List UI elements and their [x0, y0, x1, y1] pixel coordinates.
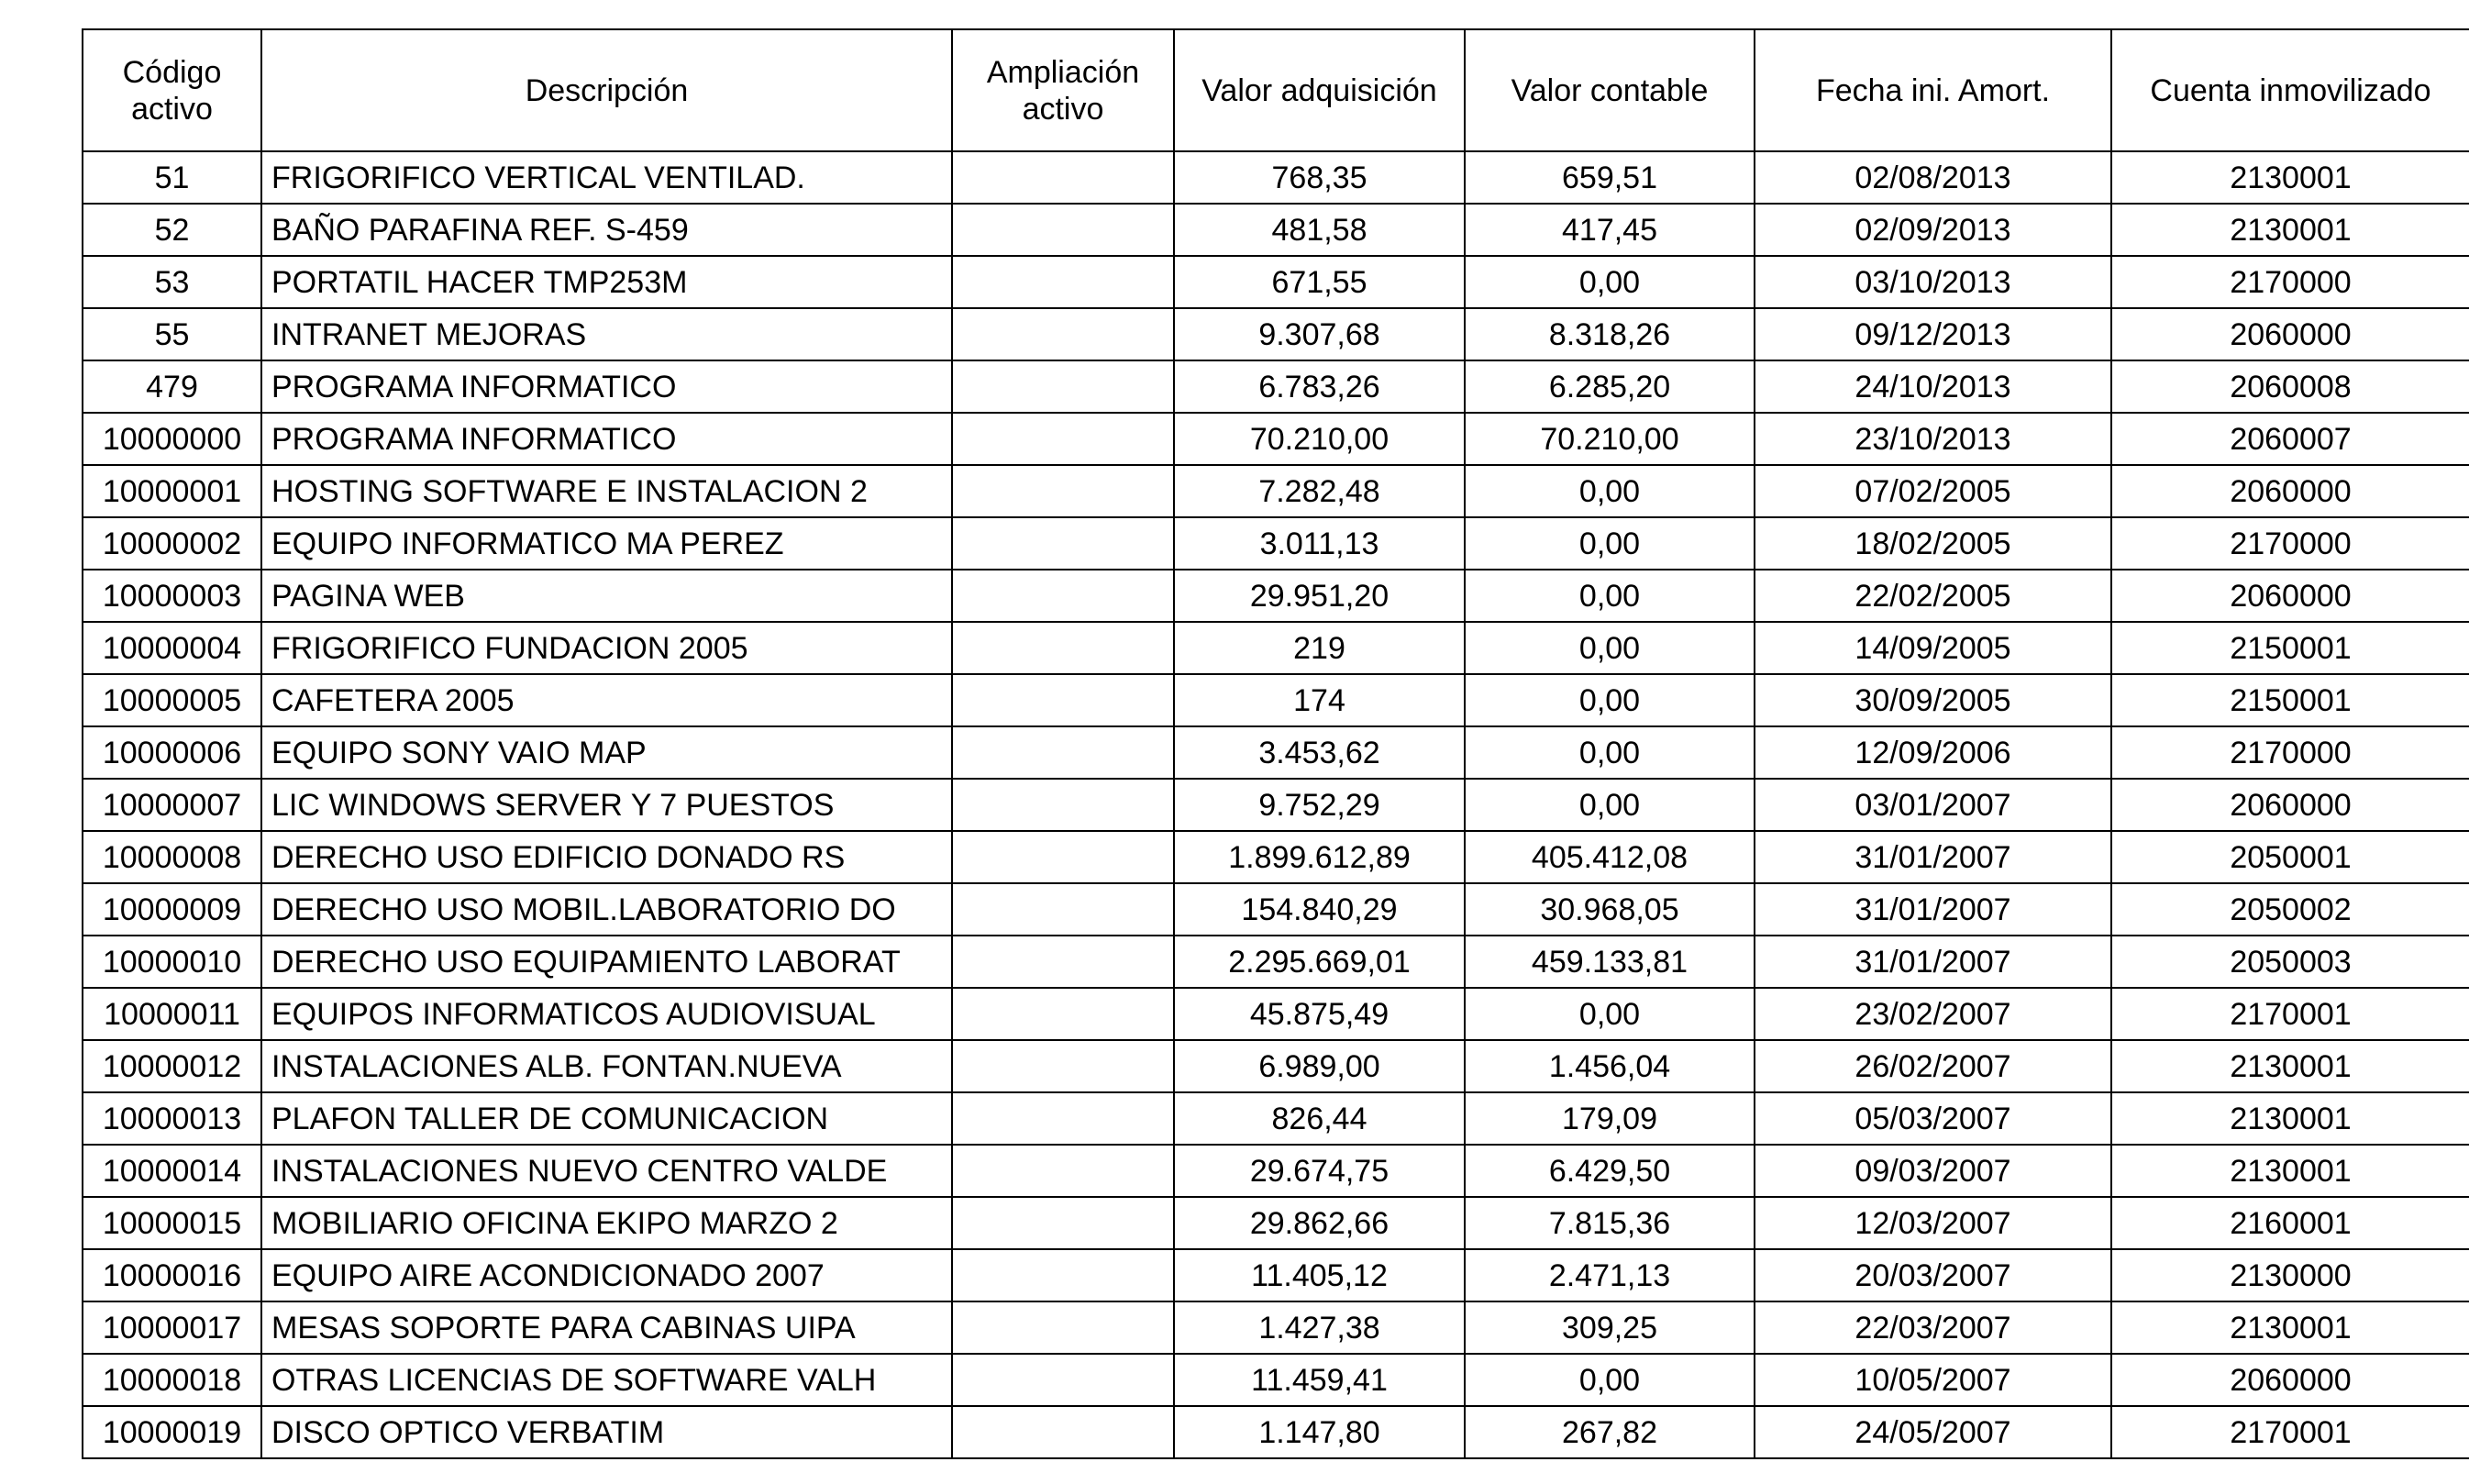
cell-cuenta-inmovilizado: 2170001 [2111, 988, 2469, 1040]
cell-fecha-ini-amort: 02/09/2013 [1755, 204, 2111, 256]
table-row [83, 413, 2469, 465]
cell-valor-adquisicion: 671,55 [1174, 256, 1465, 308]
cell-descripcion: PROGRAMA INFORMATICO [261, 360, 952, 413]
table-row [83, 360, 2469, 413]
cell-ampliacion-activo [952, 570, 1174, 622]
cell-valor-contable: 179,09 [1465, 1092, 1755, 1145]
cell-cuenta-inmovilizado: 2060000 [2111, 465, 2469, 517]
cell-ampliacion-activo [952, 883, 1174, 936]
cell-valor-contable: 405.412,08 [1465, 831, 1755, 883]
table-row [83, 517, 2469, 570]
cell-cuenta-inmovilizado: 2150001 [2111, 674, 2469, 726]
cell-codigo-activo: 10000000 [83, 413, 261, 465]
cell-ampliacion-activo [952, 151, 1174, 204]
cell-ampliacion-activo [952, 1354, 1174, 1406]
cell-descripcion: INSTALACIONES ALB. FONTAN.NUEVA [261, 1040, 952, 1092]
cell-valor-contable: 70.210,00 [1465, 413, 1755, 465]
table-row [83, 726, 2469, 779]
cell-codigo-activo: 10000010 [83, 936, 261, 988]
table-row [83, 308, 2469, 360]
cell-codigo-activo: 10000004 [83, 622, 261, 674]
cell-descripcion: EQUIPO SONY VAIO MAP [261, 726, 952, 779]
cell-fecha-ini-amort: 03/10/2013 [1755, 256, 2111, 308]
cell-fecha-ini-amort: 26/02/2007 [1755, 1040, 2111, 1092]
cell-valor-contable: 30.968,05 [1465, 883, 1755, 936]
cell-valor-adquisicion: 29.862,66 [1174, 1197, 1465, 1249]
cell-valor-adquisicion: 70.210,00 [1174, 413, 1465, 465]
table-row [83, 465, 2469, 517]
cell-descripcion: PORTATIL HACER TMP253M [261, 256, 952, 308]
header-label: activo [1022, 91, 1104, 127]
cell-fecha-ini-amort: 03/01/2007 [1755, 779, 2111, 831]
table-row [83, 1197, 2469, 1249]
cell-valor-contable: 0,00 [1465, 256, 1755, 308]
cell-codigo-activo: 10000019 [83, 1406, 261, 1458]
header-label: Descripción [525, 72, 689, 108]
column-header-valor-contable [1465, 29, 1755, 151]
cell-cuenta-inmovilizado: 2130001 [2111, 1040, 2469, 1092]
cell-descripcion: EQUIPO INFORMATICO MA PEREZ [261, 517, 952, 570]
cell-ampliacion-activo [952, 1040, 1174, 1092]
table-row [83, 204, 2469, 256]
column-header-codigo-activo [83, 29, 261, 151]
cell-codigo-activo: 10000007 [83, 779, 261, 831]
cell-fecha-ini-amort: 24/05/2007 [1755, 1406, 2111, 1458]
cell-valor-contable: 8.318,26 [1465, 308, 1755, 360]
cell-codigo-activo: 10000008 [83, 831, 261, 883]
cell-descripcion: DERECHO USO EDIFICIO DONADO RS [261, 831, 952, 883]
cell-fecha-ini-amort: 10/05/2007 [1755, 1354, 2111, 1406]
cell-descripcion: LIC WINDOWS SERVER Y 7 PUESTOS [261, 779, 952, 831]
cell-fecha-ini-amort: 22/02/2005 [1755, 570, 2111, 622]
cell-fecha-ini-amort: 22/03/2007 [1755, 1301, 2111, 1354]
cell-valor-contable: 0,00 [1465, 988, 1755, 1040]
cell-descripcion: INSTALACIONES NUEVO CENTRO VALDE [261, 1145, 952, 1197]
cell-codigo-activo: 55 [83, 308, 261, 360]
cell-valor-adquisicion: 154.840,29 [1174, 883, 1465, 936]
cell-fecha-ini-amort: 23/10/2013 [1755, 413, 2111, 465]
table-row [83, 570, 2469, 622]
cell-cuenta-inmovilizado: 2130001 [2111, 1301, 2469, 1354]
table-row [83, 988, 2469, 1040]
cell-descripcion: EQUIPOS INFORMATICOS AUDIOVISUAL [261, 988, 952, 1040]
cell-ampliacion-activo [952, 413, 1174, 465]
cell-valor-contable: 6.429,50 [1465, 1145, 1755, 1197]
cell-valor-adquisicion: 6.783,26 [1174, 360, 1465, 413]
cell-cuenta-inmovilizado: 2060000 [2111, 1354, 2469, 1406]
table-row [83, 151, 2469, 204]
cell-fecha-ini-amort: 12/09/2006 [1755, 726, 2111, 779]
cell-valor-contable: 309,25 [1465, 1301, 1755, 1354]
cell-codigo-activo: 51 [83, 151, 261, 204]
table-row [83, 936, 2469, 988]
cell-ampliacion-activo [952, 360, 1174, 413]
cell-valor-adquisicion: 174 [1174, 674, 1465, 726]
cell-codigo-activo: 10000001 [83, 465, 261, 517]
cell-cuenta-inmovilizado: 2130001 [2111, 1092, 2469, 1145]
cell-cuenta-inmovilizado: 2130000 [2111, 1249, 2469, 1301]
cell-ampliacion-activo [952, 674, 1174, 726]
table-row [83, 1406, 2469, 1458]
cell-valor-contable: 417,45 [1465, 204, 1755, 256]
table-row [83, 674, 2469, 726]
column-header-ampliacion-activo [952, 29, 1174, 151]
cell-valor-adquisicion: 45.875,49 [1174, 988, 1465, 1040]
cell-cuenta-inmovilizado: 2130001 [2111, 204, 2469, 256]
cell-valor-adquisicion: 3.011,13 [1174, 517, 1465, 570]
cell-fecha-ini-amort: 09/12/2013 [1755, 308, 2111, 360]
cell-valor-adquisicion: 1.147,80 [1174, 1406, 1465, 1458]
table-row [83, 1092, 2469, 1145]
column-header-valor-adquisicion [1174, 29, 1465, 151]
cell-cuenta-inmovilizado: 2060000 [2111, 779, 2469, 831]
cell-fecha-ini-amort: 02/08/2013 [1755, 151, 2111, 204]
cell-codigo-activo: 10000015 [83, 1197, 261, 1249]
cell-descripcion: PROGRAMA INFORMATICO [261, 413, 952, 465]
cell-descripcion: PLAFON TALLER DE COMUNICACION [261, 1092, 952, 1145]
cell-valor-contable: 0,00 [1465, 570, 1755, 622]
header-label: Valor contable [1511, 72, 1709, 108]
cell-codigo-activo: 10000005 [83, 674, 261, 726]
header-label: activo [131, 91, 213, 127]
cell-cuenta-inmovilizado: 2060008 [2111, 360, 2469, 413]
asset-register-table [82, 28, 2469, 1459]
cell-ampliacion-activo [952, 517, 1174, 570]
cell-fecha-ini-amort: 07/02/2005 [1755, 465, 2111, 517]
cell-valor-contable: 6.285,20 [1465, 360, 1755, 413]
cell-descripcion: DISCO OPTICO VERBATIM [261, 1406, 952, 1458]
cell-valor-contable: 2.471,13 [1465, 1249, 1755, 1301]
column-header-cuenta-inmovilizado [2111, 29, 2469, 151]
table-row [83, 883, 2469, 936]
cell-ampliacion-activo [952, 988, 1174, 1040]
cell-ampliacion-activo [952, 936, 1174, 988]
table-row [83, 779, 2469, 831]
cell-valor-adquisicion: 2.295.669,01 [1174, 936, 1465, 988]
cell-cuenta-inmovilizado: 2130001 [2111, 1145, 2469, 1197]
cell-codigo-activo: 10000014 [83, 1145, 261, 1197]
header-label: Cuenta inmovilizado [2150, 72, 2431, 108]
table-row [83, 1301, 2469, 1354]
cell-valor-adquisicion: 11.405,12 [1174, 1249, 1465, 1301]
cell-valor-adquisicion: 29.951,20 [1174, 570, 1465, 622]
header-label: Ampliación [986, 54, 1140, 90]
cell-valor-adquisicion: 1.427,38 [1174, 1301, 1465, 1354]
table-header-row [83, 29, 2469, 151]
cell-valor-contable: 0,00 [1465, 779, 1755, 831]
cell-codigo-activo: 10000006 [83, 726, 261, 779]
table-row [83, 256, 2469, 308]
cell-valor-contable: 459.133,81 [1465, 936, 1755, 988]
table-body [83, 151, 2469, 1458]
cell-cuenta-inmovilizado: 2050003 [2111, 936, 2469, 988]
cell-valor-adquisicion: 3.453,62 [1174, 726, 1465, 779]
cell-fecha-ini-amort: 24/10/2013 [1755, 360, 2111, 413]
cell-valor-adquisicion: 9.752,29 [1174, 779, 1465, 831]
cell-ampliacion-activo [952, 831, 1174, 883]
cell-descripcion: INTRANET MEJORAS [261, 308, 952, 360]
cell-ampliacion-activo [952, 1197, 1174, 1249]
column-header-fecha-ini-amort [1755, 29, 2111, 151]
cell-valor-adquisicion: 768,35 [1174, 151, 1465, 204]
cell-ampliacion-activo [952, 726, 1174, 779]
cell-fecha-ini-amort: 30/09/2005 [1755, 674, 2111, 726]
cell-valor-contable: 0,00 [1465, 726, 1755, 779]
table-row [83, 1354, 2469, 1406]
cell-valor-adquisicion: 219 [1174, 622, 1465, 674]
cell-descripcion: OTRAS LICENCIAS DE SOFTWARE VALH [261, 1354, 952, 1406]
cell-valor-adquisicion: 9.307,68 [1174, 308, 1465, 360]
cell-cuenta-inmovilizado: 2060007 [2111, 413, 2469, 465]
cell-valor-adquisicion: 11.459,41 [1174, 1354, 1465, 1406]
cell-fecha-ini-amort: 20/03/2007 [1755, 1249, 2111, 1301]
cell-valor-contable: 0,00 [1465, 1354, 1755, 1406]
cell-codigo-activo: 53 [83, 256, 261, 308]
cell-codigo-activo: 10000018 [83, 1354, 261, 1406]
table-row [83, 831, 2469, 883]
cell-descripcion: HOSTING SOFTWARE E INSTALACION 2 [261, 465, 952, 517]
cell-descripcion: EQUIPO AIRE ACONDICIONADO 2007 [261, 1249, 952, 1301]
cell-codigo-activo: 10000009 [83, 883, 261, 936]
cell-ampliacion-activo [952, 1406, 1174, 1458]
cell-codigo-activo: 10000016 [83, 1249, 261, 1301]
cell-cuenta-inmovilizado: 2130001 [2111, 151, 2469, 204]
cell-codigo-activo: 10000011 [83, 988, 261, 1040]
cell-fecha-ini-amort: 09/03/2007 [1755, 1145, 2111, 1197]
cell-valor-adquisicion: 1.899.612,89 [1174, 831, 1465, 883]
column-header-descripcion [261, 29, 952, 151]
cell-ampliacion-activo [952, 622, 1174, 674]
cell-fecha-ini-amort: 23/02/2007 [1755, 988, 2111, 1040]
cell-fecha-ini-amort: 31/01/2007 [1755, 883, 2111, 936]
cell-ampliacion-activo [952, 256, 1174, 308]
cell-fecha-ini-amort: 12/03/2007 [1755, 1197, 2111, 1249]
cell-ampliacion-activo [952, 465, 1174, 517]
table-row [83, 1249, 2469, 1301]
cell-ampliacion-activo [952, 1092, 1174, 1145]
cell-valor-adquisicion: 7.282,48 [1174, 465, 1465, 517]
cell-valor-contable: 659,51 [1465, 151, 1755, 204]
cell-cuenta-inmovilizado: 2050002 [2111, 883, 2469, 936]
table-row [83, 1040, 2469, 1092]
cell-ampliacion-activo [952, 1301, 1174, 1354]
cell-fecha-ini-amort: 05/03/2007 [1755, 1092, 2111, 1145]
cell-fecha-ini-amort: 14/09/2005 [1755, 622, 2111, 674]
cell-ampliacion-activo [952, 779, 1174, 831]
cell-descripcion: FRIGORIFICO VERTICAL VENTILAD. [261, 151, 952, 204]
cell-valor-adquisicion: 6.989,00 [1174, 1040, 1465, 1092]
cell-valor-contable: 7.815,36 [1465, 1197, 1755, 1249]
cell-fecha-ini-amort: 31/01/2007 [1755, 831, 2111, 883]
cell-codigo-activo: 10000002 [83, 517, 261, 570]
cell-cuenta-inmovilizado: 2060000 [2111, 570, 2469, 622]
cell-descripcion: MOBILIARIO OFICINA EKIPO MARZO 2 [261, 1197, 952, 1249]
header-label: Código [122, 54, 222, 90]
cell-descripcion: MESAS SOPORTE PARA CABINAS UIPA [261, 1301, 952, 1354]
cell-descripcion: BAÑO PARAFINA REF. S-459 [261, 204, 952, 256]
cell-codigo-activo: 10000013 [83, 1092, 261, 1145]
cell-cuenta-inmovilizado: 2160001 [2111, 1197, 2469, 1249]
cell-valor-adquisicion: 826,44 [1174, 1092, 1465, 1145]
cell-valor-contable: 0,00 [1465, 465, 1755, 517]
cell-ampliacion-activo [952, 308, 1174, 360]
cell-valor-adquisicion: 29.674,75 [1174, 1145, 1465, 1197]
cell-codigo-activo: 479 [83, 360, 261, 413]
cell-valor-contable: 0,00 [1465, 622, 1755, 674]
cell-fecha-ini-amort: 18/02/2005 [1755, 517, 2111, 570]
header-label: Valor adquisición [1201, 72, 1437, 108]
cell-cuenta-inmovilizado: 2060000 [2111, 308, 2469, 360]
cell-ampliacion-activo [952, 1249, 1174, 1301]
cell-descripcion: DERECHO USO MOBIL.LABORATORIO DO [261, 883, 952, 936]
cell-valor-contable: 267,82 [1465, 1406, 1755, 1458]
cell-cuenta-inmovilizado: 2170000 [2111, 517, 2469, 570]
cell-valor-contable: 1.456,04 [1465, 1040, 1755, 1092]
cell-descripcion: DERECHO USO EQUIPAMIENTO LABORAT [261, 936, 952, 988]
cell-codigo-activo: 10000012 [83, 1040, 261, 1092]
cell-ampliacion-activo [952, 204, 1174, 256]
cell-descripcion: PAGINA WEB [261, 570, 952, 622]
cell-codigo-activo: 52 [83, 204, 261, 256]
cell-descripcion: CAFETERA 2005 [261, 674, 952, 726]
cell-codigo-activo: 10000017 [83, 1301, 261, 1354]
cell-cuenta-inmovilizado: 2170000 [2111, 726, 2469, 779]
cell-cuenta-inmovilizado: 2170000 [2111, 256, 2469, 308]
cell-codigo-activo: 10000003 [83, 570, 261, 622]
cell-cuenta-inmovilizado: 2050001 [2111, 831, 2469, 883]
cell-ampliacion-activo [952, 1145, 1174, 1197]
cell-cuenta-inmovilizado: 2150001 [2111, 622, 2469, 674]
cell-fecha-ini-amort: 31/01/2007 [1755, 936, 2111, 988]
table-row [83, 622, 2469, 674]
cell-valor-contable: 0,00 [1465, 517, 1755, 570]
header-label: Fecha ini. Amort. [1815, 72, 2051, 108]
cell-cuenta-inmovilizado: 2170001 [2111, 1406, 2469, 1458]
cell-descripcion: FRIGORIFICO FUNDACION 2005 [261, 622, 952, 674]
table-row [83, 1145, 2469, 1197]
cell-valor-adquisicion: 481,58 [1174, 204, 1465, 256]
cell-valor-contable: 0,00 [1465, 674, 1755, 726]
